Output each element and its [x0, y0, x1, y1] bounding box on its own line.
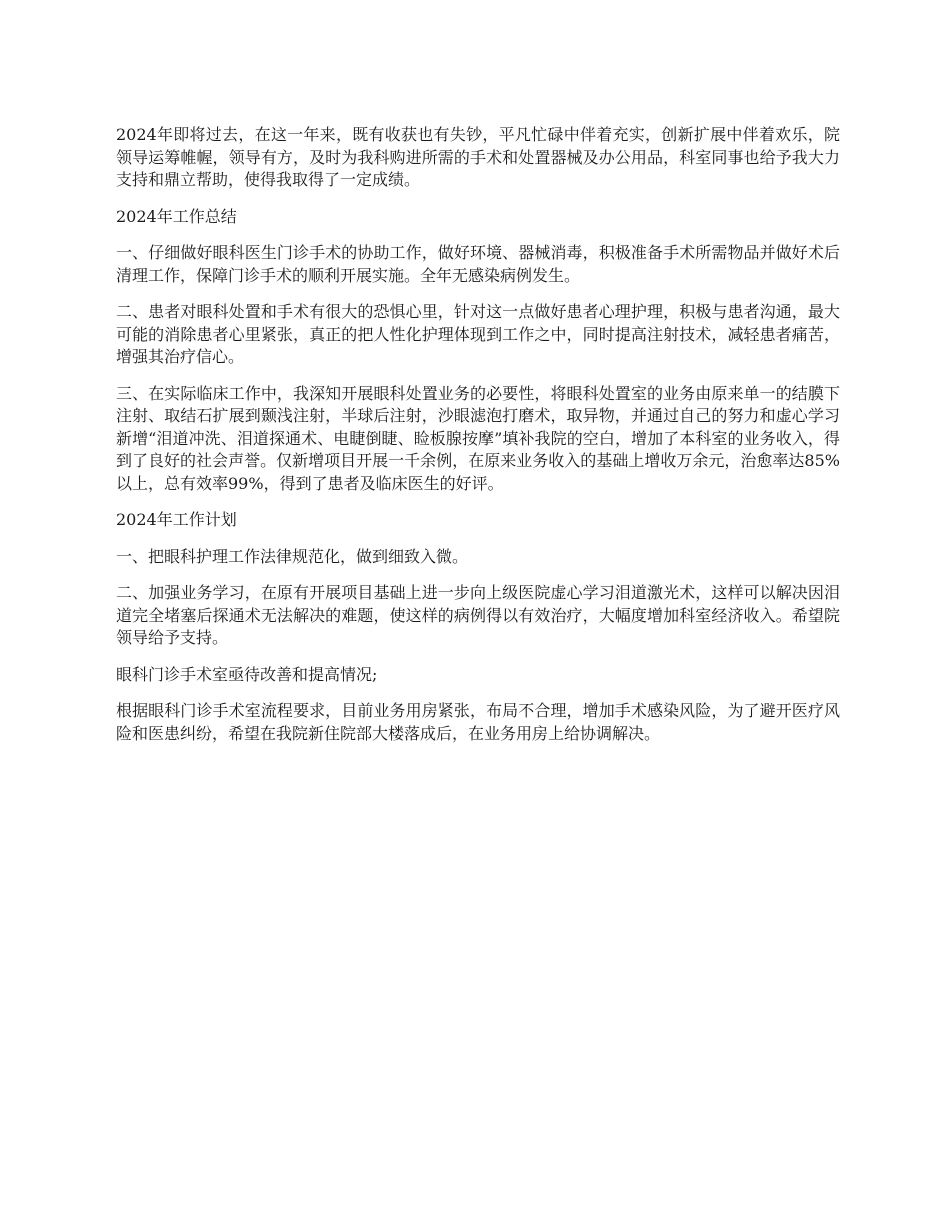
- plan-item-2: 二、加强业务学习，在原有开展项目基础上进一步向上级医院虚心学习泪道激光术，这样可以解决因泪道完全堵塞后探通术无法解决的难题，使这样的病例得以有效治疗，大幅度增加科室经济收入。希望院领导给予支持。: [116, 583, 840, 647]
- summary-heading: 2024年工作总结: [116, 206, 237, 226]
- summary-item-3: 三、在实际临床工作中，我深知开展眼科处置业务的必要性，将眼科处置室的业务由原来单一的结膜下注射、取结石扩展到颞浅注射，半球后注射，沙眼滤泡打磨术，取异物，并通过自己的努力和虚心学习新增“泪道冲洗、泪道探通术、电睫倒睫、睑板腺按摩”填补我院的空白，增加了本科室的业务收入，得到了良好的社会声誉。仅新增项目开展一千余例，在原来业务收入的基础上增收万余元，治愈率达85%以上，总有效率99%，得到了患者及临床医生的好评。: [116, 383, 840, 493]
- summary-item-2: 二、患者对眼科处置和手术有很大的恐惧心里，针对这一点做好患者心理护理，积极与患者沟通，最大可能的消除患者心里紧张，真正的把人性化护理体现到工作之中，同时提高注射技术，减轻患者痛苦，增强其治疗信心。: [116, 302, 840, 366]
- improvement-heading: 眼科门诊手术室亟待改善和提高情况;: [116, 664, 378, 684]
- intro-paragraph: 2024年即将过去，在这一年来，既有收获也有失钞，平凡忙碌中伴着充实，创新扩展中伴着欢乐，院领导运筹帷幄，领导有方，及时为我科购进所需的手术和处置器械及办公用品，科室同事也给予我大力支持和鼎立帮助，使得我取得了一定成绩。: [116, 125, 840, 189]
- document-body: [116, 124, 840, 759]
- improvement-paragraph: 根据眼科门诊手术室流程要求，目前业务用房紧张，布局不合理，增加手术感染风险，为了避开医疗风险和医患纠纷，希望在我院新住院部大楼落成后，在业务用房上给协调解决。: [116, 701, 840, 743]
- summary-item-1: 一、仔细做好眼科医生门诊手术的协助工作，做好环境、器械消毒，积极准备手术所需物品并做好术后清理工作，保障门诊手术的顺利开展实施。全年无感染病例发生。: [116, 243, 840, 285]
- plan-item-1: 一、把眼科护理工作法律规范化，做到细致入微。: [116, 546, 469, 566]
- plan-heading: 2024年工作计划: [116, 510, 237, 529]
